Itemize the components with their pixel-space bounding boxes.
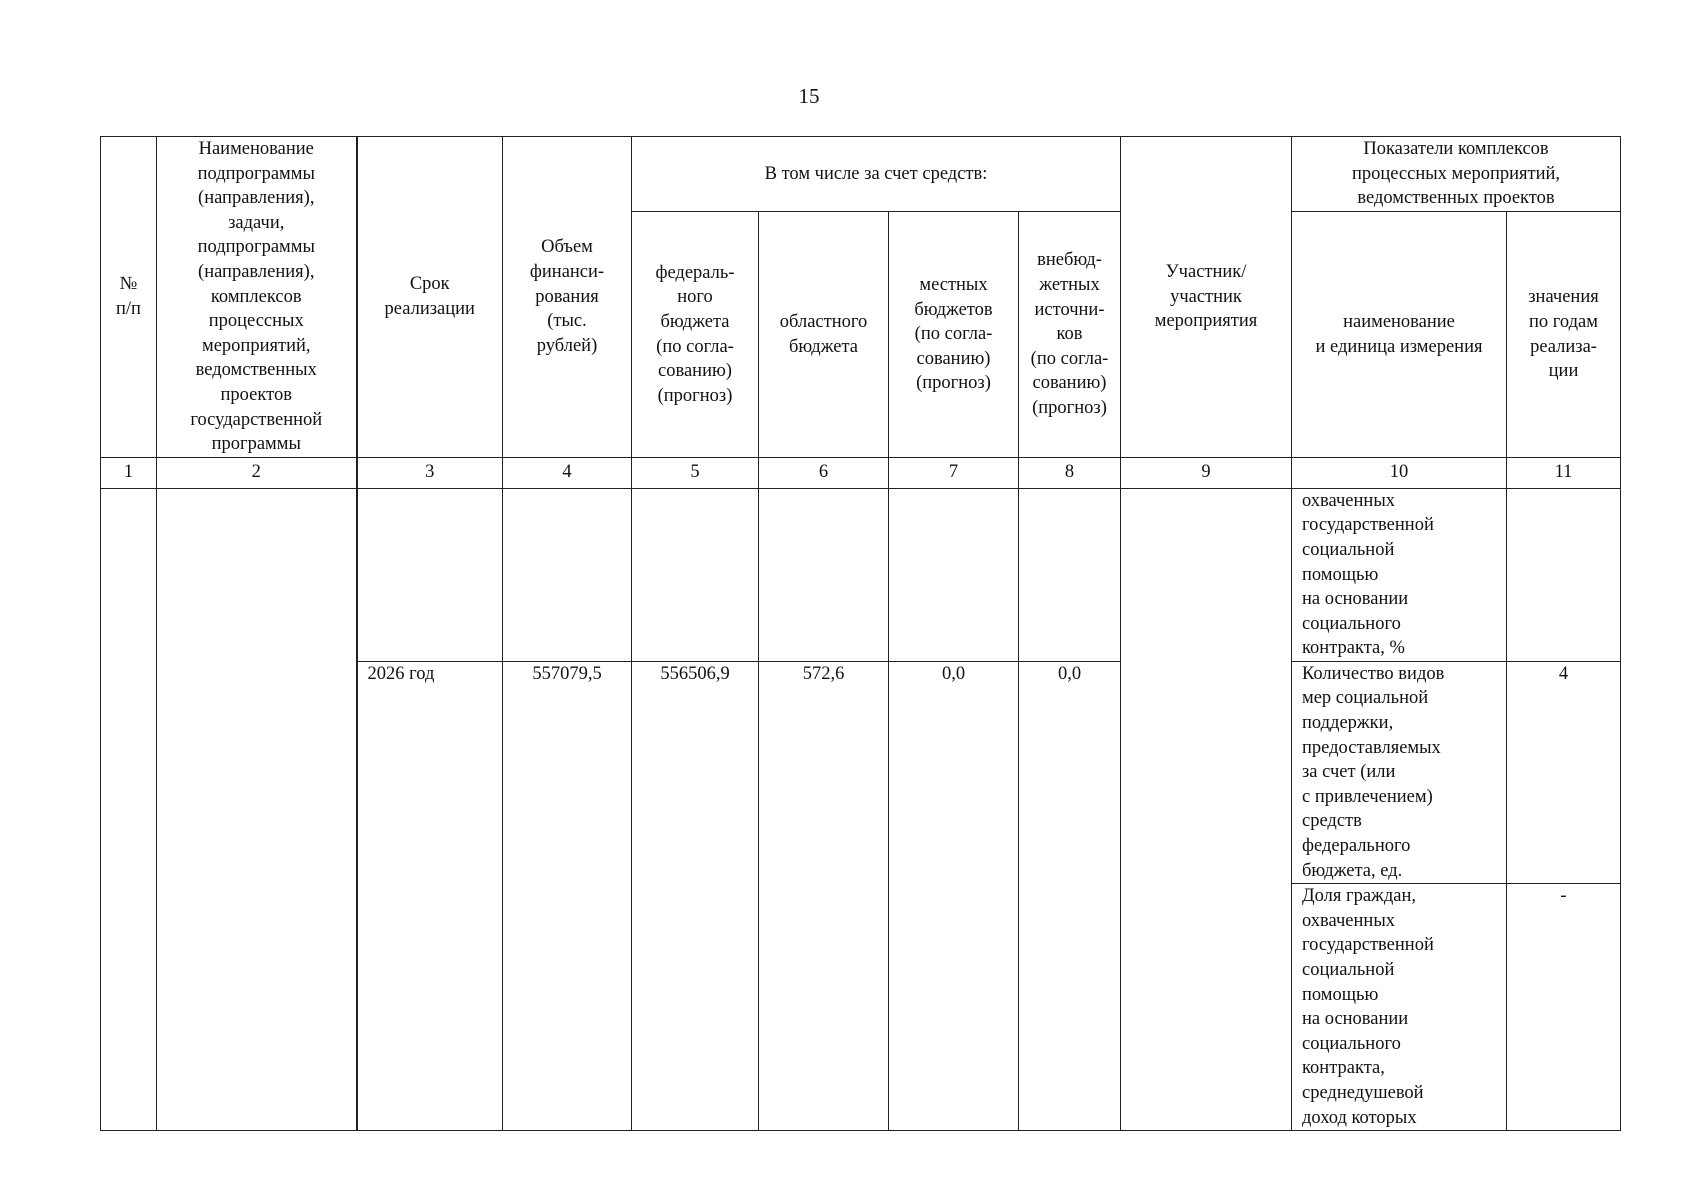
header-col-local: местных бюджетов (по согла- сованию) (прогноз) [889,212,1019,457]
header-col-federal: федераль- ного бюджета (по согла- сованию) (прогноз) [632,212,759,457]
cell-federal [632,488,759,661]
cell-offbudget: 0,0 [1019,661,1121,1130]
column-number: 10 [1292,457,1507,488]
table-row [101,488,1621,661]
cell-indicator-name: Количество видов мер социальной поддержки, предоставляемых за счет (или с привлечением) средств федерального бюджета, ед. [1292,661,1507,883]
cell-indicator-name: охваченных государственной социальной помощью на основании социального контракта, % [1292,488,1507,661]
cell-regional: 572,6 [759,661,889,1130]
cell-term [357,488,503,661]
cell-offbudget [1019,488,1121,661]
column-number: 4 [503,457,632,488]
cell-participant [1121,488,1292,1130]
cell-volume: 557079,5 [503,661,632,1130]
column-number: 3 [357,457,503,488]
cell-indicator-value [1507,488,1621,661]
header-col-term: Срок реализации [357,137,503,458]
program-table [100,136,1621,1131]
header-col-indicator-name: наименование и единица измерения [1292,212,1507,457]
cell-indicator-value: - [1507,884,1621,1131]
cell-federal: 556506,9 [632,661,759,1130]
cell-indicator-name: Доля граждан, охваченных государственной социальной помощью на основании социального контракта, среднедушевой доход которых [1292,884,1507,1131]
cell-number [101,488,157,1130]
cell-term: 2026 год [357,661,503,1130]
page-number: 15 [798,84,820,108]
column-number: 2 [157,457,357,488]
cell-indicator-value: 4 [1507,661,1621,883]
cell-name [157,488,357,1130]
column-number: 6 [759,457,889,488]
header-col-name: Наименование подпрограммы (направления), задачи, подпрограммы (направления), комплексов процессных мероприятий, ведомственных проектов государственной программы [157,137,357,458]
column-number: 8 [1019,457,1121,488]
header-group-funds: В том числе за счет средств: [632,137,1121,212]
header-col-volume: Объем финанси- рования (тыс. рублей) [503,137,632,458]
header-col-number: № п/п [101,137,157,458]
column-number: 5 [632,457,759,488]
header-group-indicators: Показатели комплексов процессных мероприятий, ведомственных проектов [1292,137,1621,212]
column-number: 7 [889,457,1019,488]
cell-volume [503,488,632,661]
cell-regional [759,488,889,661]
header-col-participant: Участник/ участник мероприятия [1121,137,1292,458]
cell-local: 0,0 [889,661,1019,1130]
header-col-offbudget: внебюд- жетных источни- ков (по согла- сованию) (прогноз) [1019,212,1121,457]
cell-local [889,488,1019,661]
header-col-regional: областного бюджета [759,212,889,457]
header-col-indicator-value: значения по годам реализа- ции [1507,212,1621,457]
column-number: 1 [101,457,157,488]
column-number: 9 [1121,457,1292,488]
column-number: 11 [1507,457,1621,488]
header-row-1 [101,137,1621,212]
column-numbers-row [101,457,1621,488]
